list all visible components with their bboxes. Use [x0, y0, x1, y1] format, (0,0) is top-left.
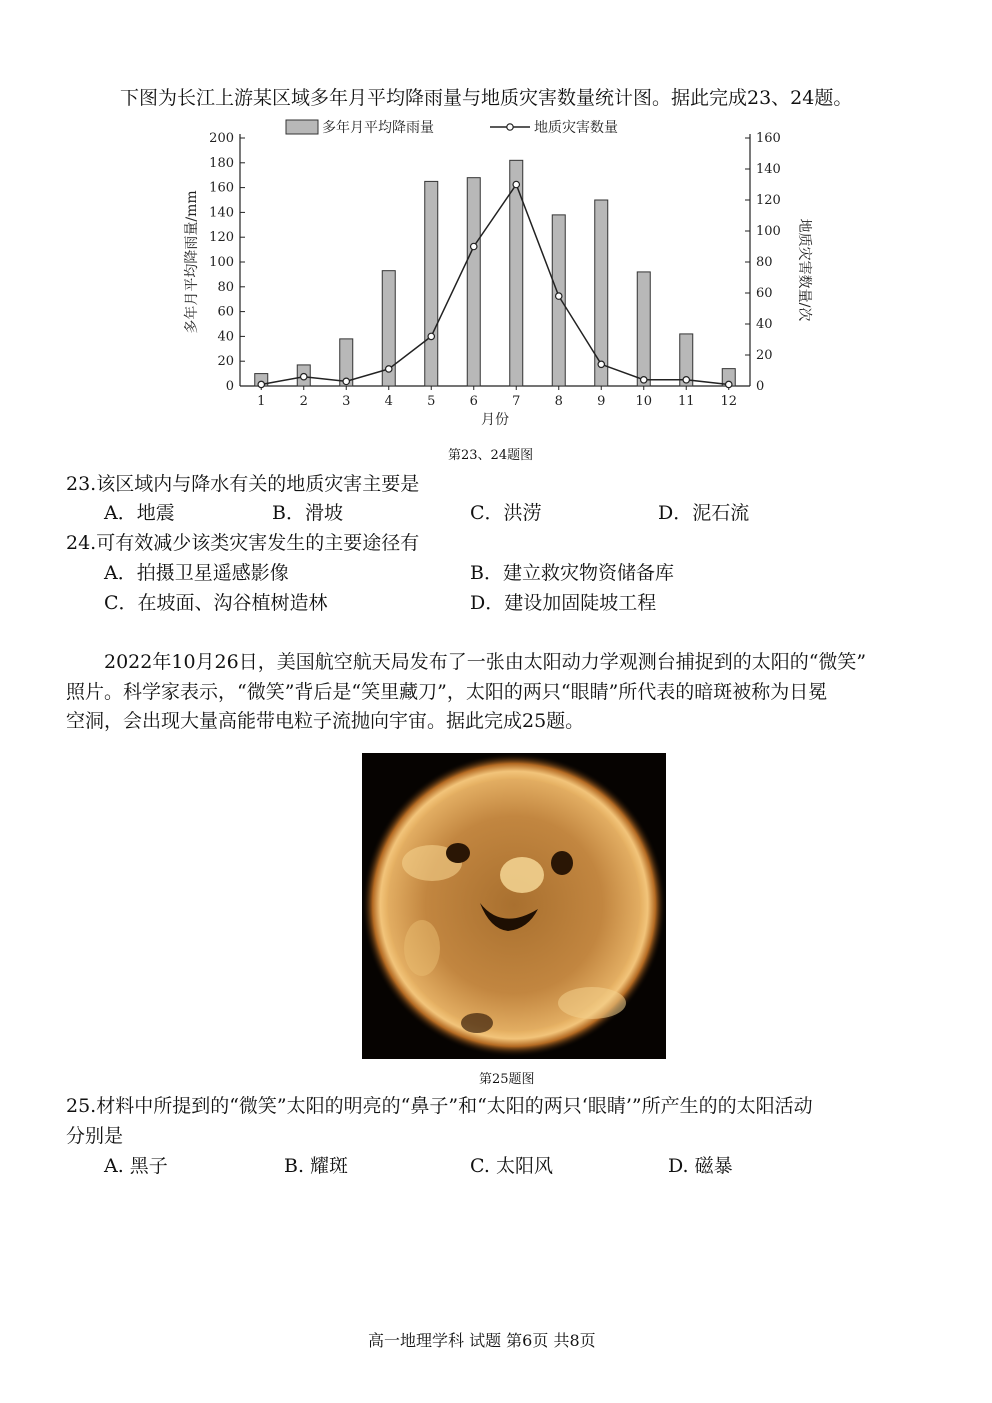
- rainfall-bar: [637, 272, 650, 386]
- disaster-count-point: [556, 293, 562, 299]
- right-tick-label: 0: [756, 379, 765, 394]
- left-tick-label: 120: [209, 230, 234, 246]
- legend-bar-label: 多年月平均降雨量: [322, 120, 434, 136]
- right-tick-label: 120: [756, 193, 781, 208]
- right-tick-label: 40: [756, 317, 773, 332]
- intro-text-2-line-2: 照片。科学家表示，“微笑”背后是“笑里藏刀”，太阳的两只“眼睛”所代表的暗斑被称为日冕: [66, 681, 828, 703]
- disaster-count-point: [386, 366, 392, 372]
- q25-option-b: B. 耀斑: [284, 1155, 349, 1177]
- intro-text-2-line-1: 2022年10月26日，美国航空航天局发布了一张由太阳动力学观测台捕捉到的太阳的“微笑”: [104, 651, 867, 673]
- disaster-count-point: [258, 381, 264, 387]
- figure-caption-2: 第25题图: [479, 1072, 535, 1087]
- sun-image: [362, 753, 666, 1059]
- x-tick-label: 8: [554, 394, 563, 409]
- q23-option-a: A．地震: [104, 502, 175, 524]
- right-tick-label: 100: [756, 224, 781, 239]
- q25-option-a: A. 黑子: [104, 1155, 168, 1177]
- q25-option-c: C. 太阳风: [470, 1155, 553, 1177]
- x-tick-label: 2: [299, 394, 308, 409]
- left-tick-label: 40: [217, 329, 234, 345]
- q24-option-a: A．拍摄卫星遥感影像: [104, 562, 289, 584]
- figure-caption-1: 第23、24题图: [448, 448, 534, 463]
- x-tick-label: 12: [720, 394, 738, 409]
- right-tick-label: 60: [756, 286, 773, 301]
- disaster-count-point: [683, 377, 689, 383]
- disaster-count-point: [343, 378, 349, 384]
- x-tick-label: 9: [597, 394, 606, 409]
- legend-line-marker: [507, 124, 513, 130]
- disaster-count-point: [641, 377, 647, 383]
- q24-option-c: C．在坡面、沟谷植树造林: [104, 592, 328, 614]
- left-tick-label: 20: [217, 354, 234, 370]
- left-tick-label: 60: [217, 304, 234, 320]
- q24-option-d: D．建设加固陡坡工程: [470, 592, 657, 614]
- disaster-count-point: [301, 374, 307, 380]
- x-tick-label: 7: [512, 394, 521, 409]
- x-tick-label: 5: [427, 394, 436, 409]
- rainfall-disaster-chart: [170, 112, 830, 432]
- question-23-stem: 23.该区域内与降水有关的地质灾害主要是: [66, 473, 420, 495]
- smiling-sun-photo: [362, 753, 666, 1059]
- x-tick-label: 4: [384, 394, 393, 409]
- right-tick-label: 140: [756, 162, 781, 177]
- question-24-stem: 24.可有效减少该类灾害发生的主要途径有: [66, 532, 420, 554]
- x-tick-label: 3: [342, 394, 351, 409]
- disaster-count-point: [726, 381, 732, 387]
- page-footer: 高一地理学科 试题 第6页 共8页: [368, 1331, 596, 1350]
- question-25-stem-line-2: 分别是: [66, 1125, 124, 1147]
- rainfall-bar: [510, 160, 523, 386]
- right-tick-label: 160: [756, 131, 781, 146]
- q23-option-d: D．泥石流: [658, 502, 750, 524]
- disaster-count-point: [471, 243, 477, 249]
- left-tick-label: 0: [225, 379, 234, 394]
- disaster-count-point: [513, 181, 519, 187]
- right-tick-label: 80: [756, 255, 773, 270]
- disaster-count-point: [598, 361, 604, 367]
- x-tick-label: 1: [257, 394, 266, 409]
- left-tick-label: 80: [217, 279, 234, 295]
- left-tick-label: 180: [209, 155, 234, 171]
- disaster-count-point: [428, 333, 434, 339]
- left-tick-label: 100: [209, 255, 234, 270]
- q25-option-d: D. 磁暴: [668, 1155, 733, 1177]
- x-tick-label: 11: [677, 394, 695, 409]
- legend-bar-swatch: [286, 120, 318, 134]
- left-tick-label: 160: [209, 180, 234, 196]
- rainfall-bar: [552, 215, 565, 386]
- q23-option-b: B．滑坡: [272, 502, 343, 524]
- q24-option-b: B．建立救灾物资储备库: [470, 562, 674, 584]
- right-axis-label: 地质灾害数量/次: [796, 218, 812, 322]
- rainfall-bar: [467, 178, 480, 386]
- x-tick-label: 10: [635, 394, 653, 409]
- left-tick-label: 200: [209, 131, 234, 146]
- q23-option-c: C．洪涝: [470, 502, 542, 524]
- left-axis-label: 多年月平均降雨量/mm: [184, 190, 200, 334]
- x-axis-label: 月份: [481, 412, 509, 428]
- intro-text-1: 下图为长江上游某区域多年月平均降雨量与地质灾害数量统计图。据此完成23、24题。: [120, 87, 853, 109]
- question-25-stem-line-1: 25.材料中所提到的“微笑”太阳的明亮的“鼻子”和“太阳的两只‘眼睛’”所产生的的太阳活动: [66, 1095, 813, 1117]
- disaster-count-line: [261, 185, 729, 385]
- x-tick-label: 6: [469, 394, 478, 409]
- right-tick-label: 20: [756, 348, 773, 363]
- rainfall-bar: [425, 181, 438, 386]
- left-tick-label: 140: [209, 205, 234, 221]
- legend-line-label: 地质灾害数量: [534, 120, 618, 136]
- intro-text-2-line-3: 空洞，会出现大量高能带电粒子流抛向宇宙。据此完成25题。: [66, 710, 585, 732]
